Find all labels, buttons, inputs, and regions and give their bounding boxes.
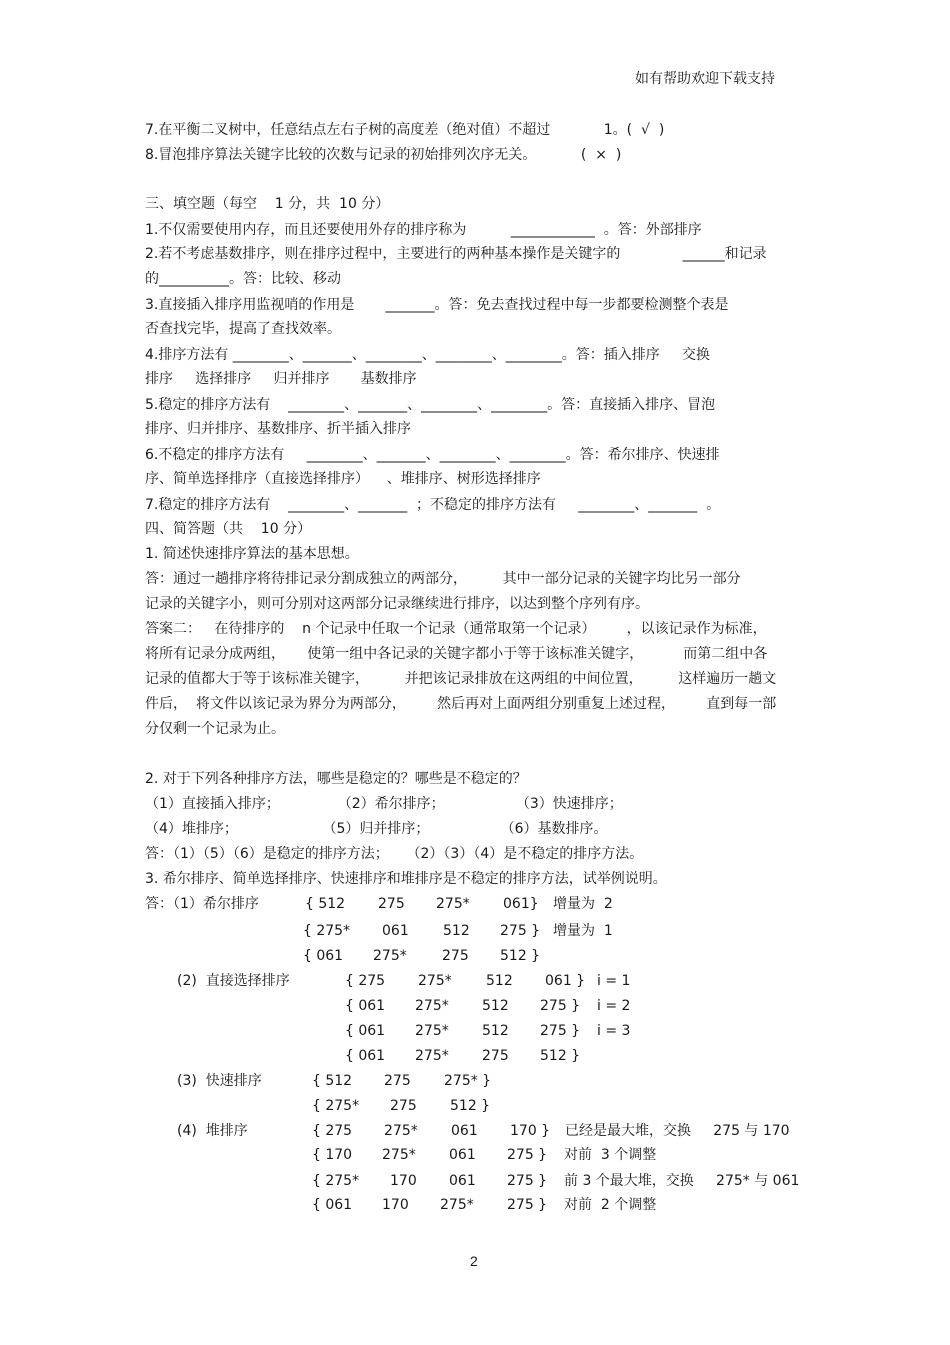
example-cell: 512 xyxy=(486,973,513,989)
example-note: i = 1 xyxy=(597,973,631,989)
example-note: i = 2 xyxy=(597,998,631,1014)
example-cell: 512 } xyxy=(450,1098,491,1114)
text-line: 记录的值都大于等于该标准关键字， 并把该记录排放在这两组的中间位置， 这样遍历一趟文 xyxy=(145,671,777,687)
text-line: 的__________。答：比较、移动 xyxy=(145,271,341,287)
text-line: 8.冒泡排序算法关键字比较的次数与记录的初始排列次序无关。 ( × ) xyxy=(145,147,622,163)
example-cell: { 275 xyxy=(312,1123,353,1139)
text-line: 序、简单选择排序（直接选择排序） 、堆排序、树形选择排序 xyxy=(145,471,541,487)
example-cell: { 512 xyxy=(312,1073,353,1089)
text-line: 排序、归并排序、基数排序、折半插入排序 xyxy=(145,421,411,437)
example-cell: 061 xyxy=(449,1147,476,1163)
example-cell: 061 } xyxy=(545,973,586,989)
example-cell: 275* xyxy=(436,896,470,912)
example-cell: 512 } xyxy=(540,1048,581,1064)
example-cell: 275 xyxy=(442,948,469,964)
example-cell: { 512 xyxy=(305,896,346,912)
example-cell: 061 xyxy=(451,1123,478,1139)
text-line: 分仅剩一个记录为止。 xyxy=(145,721,285,737)
example-cell: 275 } xyxy=(540,998,581,1014)
text-line: 答：通过一趟排序将待排记录分割成独立的两部分， 其中一部分记录的关键字均比另一部分 xyxy=(145,571,741,587)
example-cell: 061 xyxy=(382,923,409,939)
example-cell: 512 xyxy=(482,998,509,1014)
text-line: 2.若不考虑基数排序，则在排序过程中，主要进行的两种基本操作是关键字的 ______和记录 xyxy=(145,246,767,262)
text-line: 记录的关键字小，则可分别对这两部分记录继续进行排序，以达到整个序列有序。 xyxy=(145,596,649,612)
example-note: 对前 3 个调整 xyxy=(564,1147,657,1163)
text-line: 件后， 将文件以该记录为界分为两部分， 然后再对上面两组分别重复上述过程， 直到每一部 xyxy=(145,696,777,712)
example-cell: 061 xyxy=(449,1173,476,1189)
text-line: 6.不稳定的排序方法有 ________、_______、________、________。答：希尔排序、快速排 xyxy=(145,447,720,463)
example-cell: 275 xyxy=(390,1098,417,1114)
text-line: （1）直接插入排序； （2）希尔排序； （3）快速排序； xyxy=(145,796,623,812)
example-cell: 170 xyxy=(382,1197,409,1213)
example-cell: 170 xyxy=(390,1173,417,1189)
example-cell: 275* xyxy=(415,998,449,1014)
text-line: 2. 对于下列各种排序方法，哪些是稳定的？哪些是不稳定的？ xyxy=(145,771,527,787)
example-cell: 275 } xyxy=(540,1023,581,1039)
example-cell: { 170 xyxy=(312,1147,353,1163)
example-cell: 512 xyxy=(482,1023,509,1039)
example-label: (2) 直接选择排序 xyxy=(177,973,290,989)
example-cell: 275 xyxy=(384,1073,411,1089)
text-line: 排序 选择排序 归并排序 基数排序 xyxy=(145,371,417,387)
example-cell: 275* } xyxy=(444,1073,492,1089)
example-cell: 170 } xyxy=(510,1123,551,1139)
example-cell: 275 } xyxy=(507,1197,548,1213)
example-note: 对前 2 个调整 xyxy=(564,1197,657,1213)
text-line: 答案二： 在待排序的 n 个记录中任取一个记录（通常取第一个记录） ，以该记录作为标准， xyxy=(145,621,767,637)
example-cell: 275* xyxy=(415,1048,449,1064)
example-cell: 061} xyxy=(503,896,539,912)
example-note: 前 3 个最大堆，交换 275* 与 061 xyxy=(564,1173,800,1189)
example-note: 已经是最大堆，交换 275 与 170 xyxy=(565,1123,790,1139)
page-number: 2 xyxy=(470,1253,478,1269)
text-line: 3. 希尔排序、简单选择排序、快速排序和堆排序是不稳定的排序方法，试举例说明。 xyxy=(145,871,667,887)
example-label: 答：（1）希尔排序 xyxy=(145,896,259,912)
text-line: 1.不仅需要使用内存，而且还要使用外存的排序称为 ____________ 。答：外部排序 xyxy=(145,222,702,238)
example-cell: 275* xyxy=(382,1147,416,1163)
example-cell: { 275 xyxy=(345,973,386,989)
example-cell: 275* xyxy=(418,973,452,989)
example-cell: { 061 xyxy=(345,998,386,1014)
example-note: i = 3 xyxy=(597,1023,631,1039)
example-cell: { 061 xyxy=(345,1048,386,1064)
example-cell: 512 xyxy=(443,923,470,939)
example-cell: 275* xyxy=(415,1023,449,1039)
example-cell: 512 } xyxy=(500,948,541,964)
example-cell: 275 xyxy=(378,896,405,912)
text-line: 7.稳定的排序方法有 ________、_______ ；不稳定的排序方法有 ________、_______ 。 xyxy=(145,497,721,513)
text-line: （4）堆排序； （5）归并排序； （6）基数排序。 xyxy=(145,821,608,837)
example-note: 增量为 2 xyxy=(553,896,613,912)
example-cell: 275* xyxy=(384,1123,418,1139)
example-cell: 275 } xyxy=(507,1147,548,1163)
text-line: 4.排序方法有 ________、_______、________、________、________。答：插入排序 交换 xyxy=(145,347,711,363)
text-line: 否查找完毕，提高了查找效率。 xyxy=(145,321,341,337)
example-cell: { 275* xyxy=(303,923,351,939)
example-label: (3) 快速排序 xyxy=(177,1073,262,1089)
example-cell: { 061 xyxy=(312,1197,353,1213)
text-line: 7.在平衡二叉树中，任意结点左右子树的高度差（绝对值）不超过 1。( √ ) xyxy=(145,122,665,138)
text-line: 3.直接插入排序用监视哨的作用是 _______。答：免去查找过程中每一步都要检测整个表是 xyxy=(145,297,729,313)
example-cell: { 061 xyxy=(345,1023,386,1039)
example-cell: 275* xyxy=(440,1197,474,1213)
text-line: 1. 简述快速排序算法的基本思想。 xyxy=(145,546,359,562)
text-line: 答：（1）（5）（6）是稳定的排序方法； （2）（3）（4）是不稳定的排序方法。 xyxy=(145,846,644,862)
example-cell: { 275* xyxy=(312,1173,360,1189)
example-label: (4) 堆排序 xyxy=(177,1123,248,1139)
example-cell: { 061 xyxy=(303,948,344,964)
text-line: 将所有记录分成两组， 使第一组中各记录的关键字都小于等于该标准关键字， 而第二组中各 xyxy=(145,646,768,662)
example-cell: 275 } xyxy=(507,1173,548,1189)
example-cell: 275* xyxy=(373,948,407,964)
text-line: 5.稳定的排序方法有 ________、_______、________、________。答：直接插入排序、冒泡 xyxy=(145,397,716,413)
example-cell: 275 xyxy=(482,1048,509,1064)
page-header: 如有帮助欢迎下载支持 xyxy=(635,71,775,87)
section-heading: 四、简答题（共 10 分） xyxy=(145,521,312,537)
example-note: 增量为 1 xyxy=(553,923,613,939)
example-cell: { 275* xyxy=(312,1098,360,1114)
section-heading: 三、填空题（每空 1 分，共 10 分） xyxy=(145,196,390,212)
example-cell: 275 } xyxy=(500,923,541,939)
